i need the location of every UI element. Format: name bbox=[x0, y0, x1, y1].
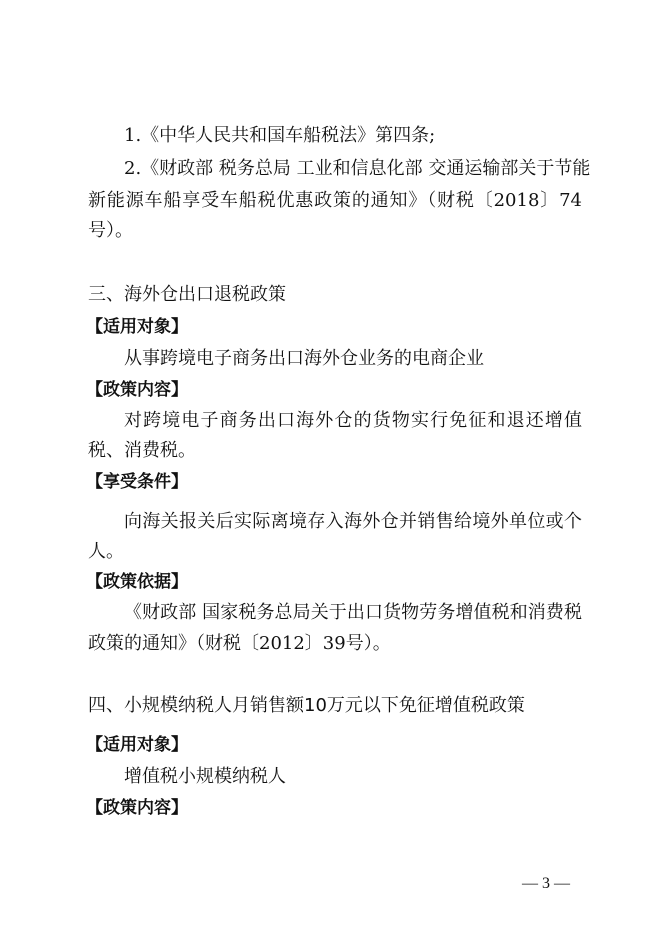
section-3-conditions-line-2: 人。 bbox=[88, 541, 124, 562]
section-3-label-basis: 【政策依据】 bbox=[86, 572, 188, 592]
basis-item-2-line-3: 号）。 bbox=[88, 220, 133, 241]
section-3-content-line-2: 税、消费税。 bbox=[88, 440, 196, 461]
section-3-basis-line-2: 政策的通知》（财税〔2012〕39号）。 bbox=[88, 633, 391, 654]
section-3-conditions-line-1: 向海关报关后实际离境存入海外仓并销售给境外单位或个 bbox=[124, 511, 582, 532]
section-4-heading: 四、小规模纳税人月销售额10万元以下免征增值税政策 bbox=[88, 695, 525, 716]
section-3-label-content: 【政策内容】 bbox=[86, 380, 188, 400]
basis-item-2-line-1: 2.《财政部 税务总局 工业和信息化部 交通运输部关于节能 bbox=[124, 158, 591, 179]
section-4-label-target: 【适用对象】 bbox=[86, 735, 188, 755]
section-4-label-content: 【政策内容】 bbox=[86, 798, 188, 818]
section-3-label-conditions: 【享受条件】 bbox=[86, 472, 188, 492]
section-3-basis-line-1: 《财政部 国家税务总局关于出口货物劳务增值税和消费税 bbox=[124, 602, 582, 623]
section-3-target-text: 从事跨境电子商务出口海外仓业务的电商企业 bbox=[124, 348, 484, 369]
section-3-content-line-1: 对跨境电子商务出口海外仓的货物实行免征和退还增值 bbox=[124, 410, 582, 431]
section-4-target-text: 增值税小规模纳税人 bbox=[124, 766, 286, 787]
section-3-label-target: 【适用对象】 bbox=[86, 317, 188, 337]
basis-item-1: 1.《中华人民共和国车船税法》第四条; bbox=[124, 125, 436, 146]
section-3-heading: 三、海外仓出口退税政策 bbox=[88, 284, 286, 305]
basis-item-2-line-2: 新能源车船享受车船税优惠政策的通知》（财税〔2018〕74 bbox=[88, 190, 582, 211]
page-number: — 3 — bbox=[522, 875, 570, 892]
